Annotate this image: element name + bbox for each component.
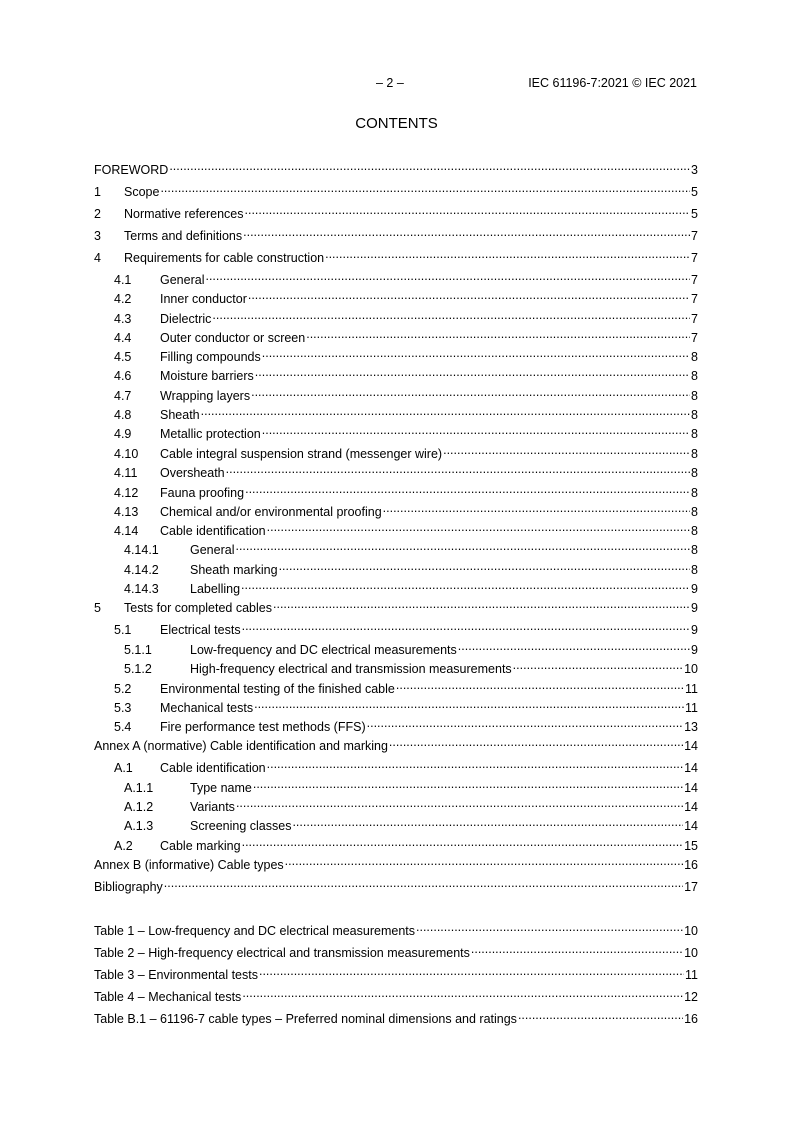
toc-entry-number: A.1.3 <box>124 819 154 833</box>
dot-leader <box>382 500 690 516</box>
toc-entry-number: A.1.2 <box>124 800 154 814</box>
dot-leader <box>470 941 683 957</box>
toc-entry-page: 8 <box>691 369 698 383</box>
toc-entry-page: 10 <box>684 946 698 960</box>
toc-entry-page: 9 <box>691 582 698 596</box>
toc-entry-number: 4.7 <box>114 389 132 403</box>
toc-entry-number: 4.14 <box>114 524 139 538</box>
toc-entry-page: 12 <box>684 990 698 1004</box>
toc-entry-page: 14 <box>684 781 698 795</box>
toc-entry-number: 4.11 <box>114 466 138 480</box>
toc-entry[interactable] <box>94 715 698 734</box>
toc-entry-page: 15 <box>684 839 698 853</box>
toc-entry-number: A.2 <box>114 839 133 853</box>
dot-leader <box>244 202 691 218</box>
toc-entry-title: Terms and definitions <box>124 229 243 243</box>
toc-entry-page: 11 <box>685 968 698 982</box>
dot-leader <box>415 919 683 935</box>
toc-entry-title: Sheath marking <box>190 563 278 577</box>
toc-entry[interactable] <box>94 618 698 637</box>
toc-entry[interactable] <box>94 776 698 795</box>
toc-entry[interactable] <box>94 638 698 657</box>
toc-entry-title: Table 3 – Environmental tests <box>94 968 258 982</box>
toc-entry-number: 4.9 <box>114 427 132 441</box>
toc-entry[interactable] <box>94 734 698 753</box>
table-list-entry[interactable] <box>94 1007 698 1026</box>
toc-entry-title: Table B.1 – 61196-7 cable types – Preferred nominal dimensions and ratings <box>94 1012 517 1026</box>
toc-entry-title: Moisture barriers <box>160 369 254 383</box>
toc-entry-page: 8 <box>691 350 698 364</box>
toc-entry-number: 4.14.1 <box>124 543 159 557</box>
toc-entry-page: 8 <box>691 447 698 461</box>
toc-entry[interactable] <box>94 834 698 853</box>
toc-entry-title: Filling compounds <box>160 350 261 364</box>
dot-leader <box>272 596 690 612</box>
toc-entry-title: Wrapping layers <box>160 389 251 403</box>
dot-leader <box>163 875 683 891</box>
dot-leader <box>241 618 690 634</box>
toc-entry-number: 5.1.2 <box>124 662 152 676</box>
toc-entry-title: High-frequency electrical and transmission measurements <box>190 662 512 676</box>
dot-leader <box>512 657 683 673</box>
dot-leader <box>442 442 690 458</box>
toc-entry[interactable] <box>94 795 698 814</box>
toc-entry[interactable] <box>94 696 698 715</box>
toc-entry-page: 14 <box>684 739 698 753</box>
dot-leader <box>388 734 683 750</box>
toc-entry-page: 10 <box>684 924 698 938</box>
toc-entry-page: 7 <box>691 273 698 287</box>
dot-leader <box>517 1007 683 1023</box>
table-list-entry[interactable] <box>94 985 698 1004</box>
toc-entry-number: 4.10 <box>114 447 139 461</box>
toc-entry-title: Environmental testing of the finished cable <box>160 682 395 696</box>
toc-entry-title: Scope <box>124 185 160 199</box>
toc-entry-page: 7 <box>691 229 698 243</box>
toc-entry-page: 5 <box>691 185 698 199</box>
toc-entry-page: 9 <box>691 601 698 615</box>
toc-entry-title: Normative references <box>124 207 244 221</box>
toc-entry-title: Metallic protection <box>160 427 261 441</box>
dot-leader <box>247 287 690 303</box>
dot-leader <box>324 246 690 262</box>
dot-leader <box>278 558 690 574</box>
toc-entry-page: 10 <box>684 662 698 676</box>
toc-entry-number: 4.14.2 <box>124 563 159 577</box>
toc-entry-title: Cable integral suspension strand (messenger wire) <box>160 447 443 461</box>
toc-entry-title: Bibliography <box>94 880 163 894</box>
toc-entry-number: 5.3 <box>114 701 132 715</box>
toc-entry-page: 7 <box>691 251 698 265</box>
toc-entry[interactable] <box>94 364 698 383</box>
toc-entry[interactable] <box>94 657 698 676</box>
dot-leader <box>395 677 684 693</box>
dot-leader <box>200 403 690 419</box>
toc-entry[interactable] <box>94 558 698 577</box>
toc-entry-number: 5.1 <box>114 623 132 637</box>
contents-title: CONTENTS <box>355 115 438 132</box>
toc-entry-number: 5 <box>94 601 101 615</box>
toc-entry[interactable] <box>94 422 698 441</box>
toc-entry-page: 5 <box>691 207 698 221</box>
toc-entry-page: 8 <box>691 389 698 403</box>
table-list-entry[interactable] <box>94 963 698 982</box>
toc-entry-title: Cable identification <box>160 524 266 538</box>
toc-entry-page: 8 <box>691 466 698 480</box>
toc-entry-number: 4.12 <box>114 486 139 500</box>
toc-entry[interactable] <box>94 853 698 872</box>
toc-entry[interactable] <box>94 461 698 480</box>
toc-entry-page: 14 <box>684 800 698 814</box>
toc-entry-title: Cable marking <box>160 839 241 853</box>
dot-leader <box>261 422 690 438</box>
toc-entry-page: 7 <box>691 331 698 345</box>
dot-leader <box>241 834 684 850</box>
toc-entry[interactable] <box>94 345 698 364</box>
dot-leader <box>234 538 690 554</box>
toc-entry-title: Fauna proofing <box>160 486 245 500</box>
toc-entry[interactable] <box>94 442 698 461</box>
toc-entry-title: Type name <box>190 781 252 795</box>
toc-entry-page: 11 <box>685 701 698 715</box>
toc-entry-number: 4.1 <box>114 273 132 287</box>
toc-entry-page: 11 <box>685 682 698 696</box>
toc-entry[interactable] <box>94 677 698 696</box>
dot-leader <box>266 756 683 772</box>
toc-entry-page: 8 <box>691 524 698 538</box>
dot-leader <box>250 384 690 400</box>
toc-entry[interactable] <box>94 403 698 422</box>
toc-entry[interactable] <box>94 577 698 596</box>
toc-entry-title: Variants <box>190 800 235 814</box>
toc-entry[interactable] <box>94 519 698 538</box>
toc-entry-page: 16 <box>684 858 698 872</box>
toc-entry-number: 4.4 <box>114 331 132 345</box>
toc-entry[interactable] <box>94 202 698 221</box>
toc-entry-page: 14 <box>684 761 698 775</box>
toc-entry-page: 3 <box>691 163 698 177</box>
toc-entry-page: 8 <box>691 408 698 422</box>
toc-entry[interactable] <box>94 246 698 265</box>
toc-entry-title: Table 1 – Low-frequency and DC electrical measurements <box>94 924 415 938</box>
toc-entry-number: 4.13 <box>114 505 139 519</box>
dot-leader <box>254 364 690 380</box>
toc-entry[interactable] <box>94 481 698 500</box>
toc-entry-page: 9 <box>691 623 698 637</box>
dot-leader <box>235 795 683 811</box>
dot-leader <box>266 519 690 535</box>
toc-entry-number: 4.6 <box>114 369 132 383</box>
dot-leader <box>284 853 683 869</box>
toc-entry-page: 8 <box>691 427 698 441</box>
toc-entry[interactable] <box>94 326 698 345</box>
toc-entry-title: General <box>160 273 205 287</box>
dot-leader <box>253 696 684 712</box>
toc-entry-title: Tests for completed cables <box>124 601 272 615</box>
toc-entry[interactable] <box>94 875 698 894</box>
dot-leader <box>261 345 690 361</box>
dot-leader <box>168 158 690 174</box>
toc-entry[interactable] <box>94 538 698 557</box>
dot-leader <box>457 638 690 654</box>
toc-entry[interactable] <box>94 224 698 243</box>
toc-entry-number: 5.2 <box>114 682 132 696</box>
toc-entry[interactable] <box>94 596 698 615</box>
toc-entry-title: Annex B (informative) Cable types <box>94 858 284 872</box>
toc-entry-page: 8 <box>691 486 698 500</box>
toc-entry-page: 17 <box>684 880 698 894</box>
dot-leader <box>252 776 683 792</box>
toc-entry-title: Low-frequency and DC electrical measurements <box>190 643 457 657</box>
toc-entry-number: 1 <box>94 185 101 199</box>
toc-entry-page: 9 <box>691 643 698 657</box>
toc-entry-page: 8 <box>691 543 698 557</box>
toc-entry[interactable] <box>94 307 698 326</box>
toc-entry-number: A.1.1 <box>124 781 154 795</box>
dot-leader <box>211 307 690 323</box>
toc-entry-page: 16 <box>684 1012 698 1026</box>
dot-leader <box>244 481 690 497</box>
toc-entry-title: Cable identification <box>160 761 266 775</box>
dot-leader <box>366 715 683 731</box>
dot-leader <box>291 814 683 830</box>
table-list-entry[interactable] <box>94 941 698 960</box>
toc-entry-number: 2 <box>94 207 101 221</box>
toc-entry-title: Dielectric <box>160 312 212 326</box>
toc-entry[interactable] <box>94 268 698 287</box>
dot-leader <box>159 180 690 196</box>
toc-entry-number: 4.14.3 <box>124 582 159 596</box>
toc-entry-page: 8 <box>691 563 698 577</box>
toc-entry-title: Table 4 – Mechanical tests <box>94 990 242 1004</box>
toc-entry-title: Table 2 – High-frequency electrical and transmission measurements <box>94 946 470 960</box>
toc-entry-number: 5.1.1 <box>124 643 152 657</box>
page-number: – 2 – <box>376 76 404 90</box>
toc-entry-title: Inner conductor <box>160 292 247 306</box>
toc-entry-title: Mechanical tests <box>160 701 254 715</box>
dot-leader <box>241 985 683 1001</box>
toc-entry-title: FOREWORD <box>94 163 169 177</box>
toc-entry-title: Outer conductor or screen <box>160 331 306 345</box>
toc-entry-number: 4.5 <box>114 350 132 364</box>
toc-entry-number: 4.2 <box>114 292 132 306</box>
toc-entry[interactable] <box>94 158 698 177</box>
toc-entry-title: Labelling <box>190 582 241 596</box>
toc-entry[interactable] <box>94 384 698 403</box>
toc-entry-title: Annex A (normative) Cable identification and marking <box>94 739 388 753</box>
toc-entry-number: 5.4 <box>114 720 132 734</box>
toc-entry-title: Chemical and/or environmental proofing <box>160 505 382 519</box>
dot-leader <box>305 326 690 342</box>
dot-leader <box>242 224 690 240</box>
toc-entry-number: 4.8 <box>114 408 132 422</box>
toc-entry-number: 4.3 <box>114 312 132 326</box>
toc-entry-page: 13 <box>684 720 698 734</box>
toc-entry-title: Electrical tests <box>160 623 241 637</box>
toc-entry-page: 7 <box>691 312 698 326</box>
toc-entry[interactable] <box>94 756 698 775</box>
dot-leader <box>258 963 684 979</box>
document-id: IEC 61196-7:2021 © IEC 2021 <box>528 76 697 90</box>
toc-entry-title: Requirements for cable construction <box>124 251 325 265</box>
dot-leader <box>204 268 690 284</box>
toc-entry-number: A.1 <box>114 761 133 775</box>
toc-entry-title: Oversheath <box>160 466 225 480</box>
toc-entry[interactable] <box>94 180 698 199</box>
toc-entry-number: 4 <box>94 251 101 265</box>
toc-entry-page: 8 <box>691 505 698 519</box>
dot-leader <box>225 461 690 477</box>
toc-entry-page: 7 <box>691 292 698 306</box>
toc-entry-page: 14 <box>684 819 698 833</box>
toc-entry-title: Sheath <box>160 408 200 422</box>
toc-entry[interactable] <box>94 287 698 306</box>
toc-entry[interactable] <box>94 814 698 833</box>
dot-leader <box>240 577 690 593</box>
table-list-entry[interactable] <box>94 919 698 938</box>
toc-entry-title: Screening classes <box>190 819 292 833</box>
toc-entry-number: 3 <box>94 229 101 243</box>
toc-entry-title: Fire performance test methods (FFS) <box>160 720 366 734</box>
toc-entry[interactable] <box>94 500 698 519</box>
toc-entry-title: General <box>190 543 235 557</box>
